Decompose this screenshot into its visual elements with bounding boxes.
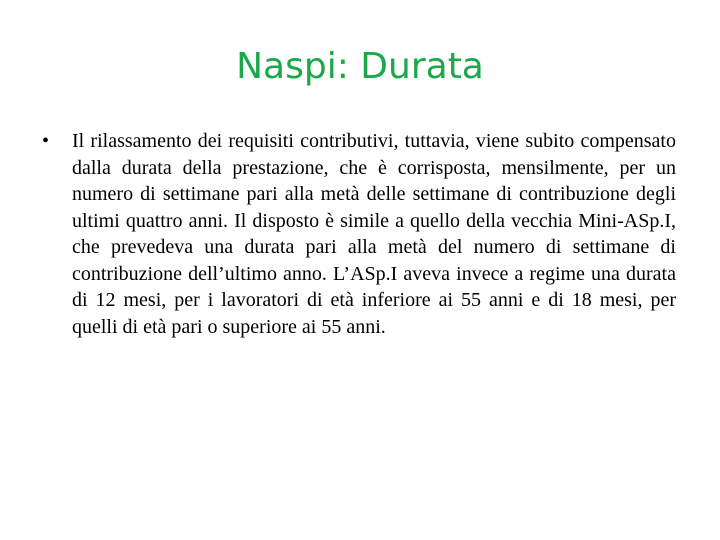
bullet-list xyxy=(36,128,676,340)
bullet-text: Il rilassamento dei requisiti contributivi, tuttavia, viene subito compensato dalla durata della prestazione, che è corrisposta, mensilmente, per un numero di settimane pari alla metà delle settimane di contribuzione degli ultimi quattro anni. Il disposto è simile a quello della vecchia Mini-ASp.I, che prevedeva una durata pari alla metà del numero di settimane di contribuzione dell’ultimo anno. L’ASp.I aveva invece a regime una durata di 12 mesi, per i lavoratori di età inferiore ai 55 anni e di 18 mesi, per quelli di età pari o superiore ai 55 anni. xyxy=(72,130,676,338)
slide-title: Naspi: Durata xyxy=(236,46,484,87)
bullet-marker: • xyxy=(42,130,50,152)
bullet-item xyxy=(36,128,676,340)
